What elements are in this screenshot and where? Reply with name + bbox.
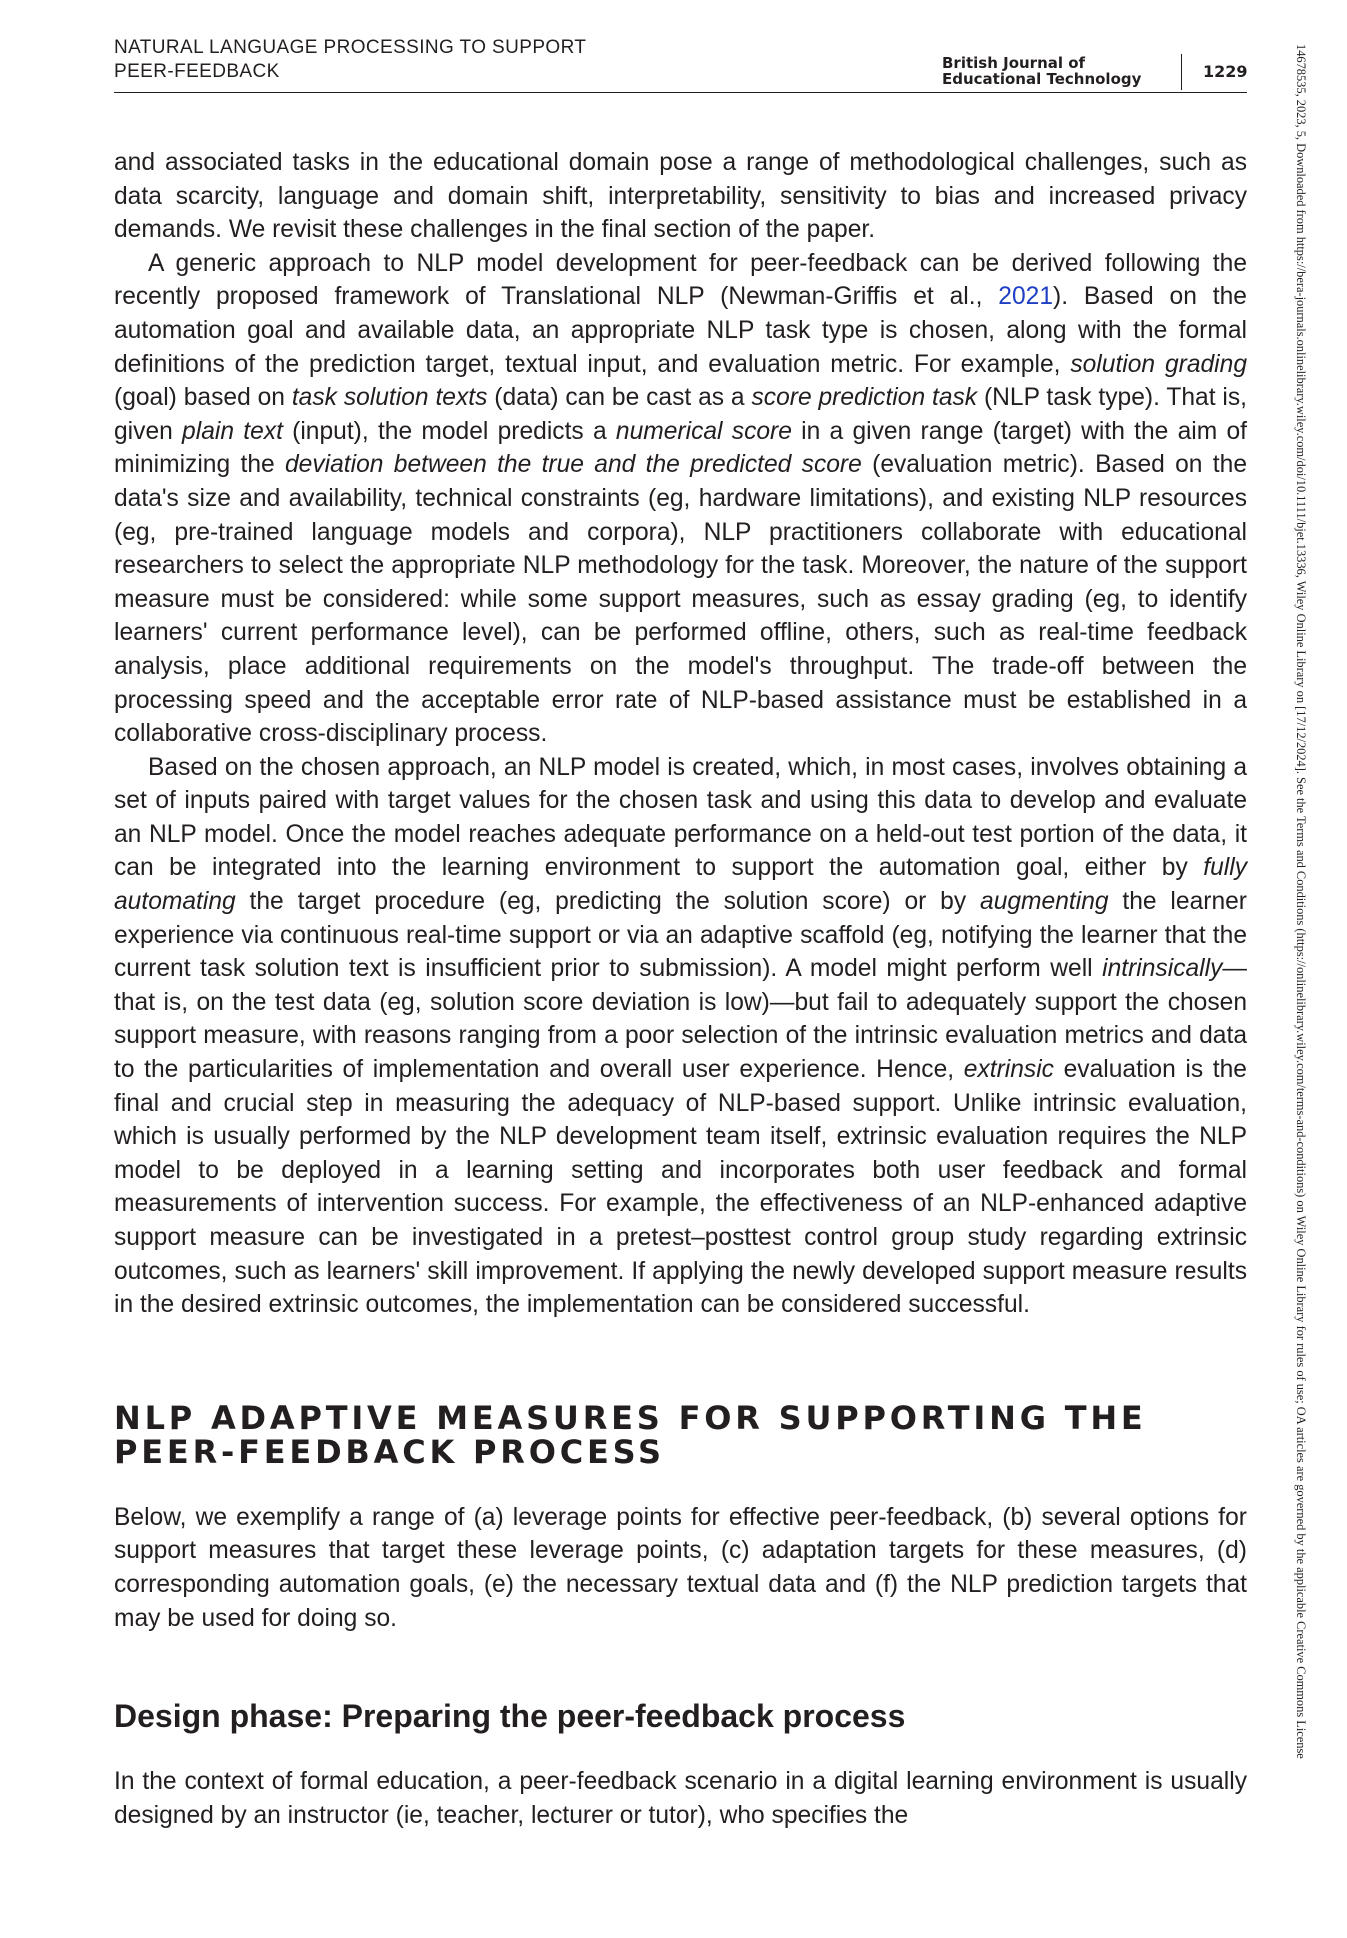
paragraph-3: Based on the chosen approach, an NLP model is created, which, in most cases, involves obtaining a set of inputs paired with target values for the chosen task and using this data to develop and evaluate an NLP model. Once the model reaches adequate performance on a held-out test portion of the data, it can be integrated into the learning environment to support the automation goal, either by fully automating the target procedure (eg, predicting the solution score) or by augmenting the learner experience via continuous real-time support or via an adaptive scaffold (eg, notifying the learner that the current task solution text is insufficient prior to submission). A model might perform well intrinsically—that is, on the test data (eg, solution score deviation is low)—but fail to adequately support the chosen support measure, with reasons ranging from a poor selection of the intrinsic evaluation metrics and data to the particularities of implementation and overall user experience. Hence, extrinsic evaluation is the final and crucial step in measuring the adequacy of NLP-based support. Unlike intrinsic evaluation, which is usually performed by the NLP development team itself, extrinsic evaluation requires the NLP model to be deployed in a learning setting and incorporates both user feedback and formal measurements of intervention success. For example, the effectiveness of an NLP-enhanced adaptive support measure can be investigated in a pretest–posttest control group study regarding extrinsic outcomes, such as learners' skill improvement. If applying the newly developed support measure results in the desired extrinsic outcomes, the implementation can be considered successful. [114,753,1247,1319]
section-heading [114,1398,1247,1471]
paragraph-5: In the context of formal education, a peer-feedback scenario in a digital learning environment is usually designed by an instructor (ie, teacher, lecturer or tutor), who specifies the [114,1768,1247,1829]
emphasis: intrinsically [1102,955,1223,983]
emphasis: solution grading [1070,350,1247,378]
section-heading-line-1: NLP ADAPTIVE MEASURES FOR SUPPORTING THE [114,1398,1147,1437]
emphasis: plain text [182,417,283,445]
emphasis: augmenting [980,888,1109,916]
section-heading-line-2: PEER-FEEDBACK PROCESS [114,1432,665,1471]
paragraph-2: A generic approach to NLP model development for peer-feedback can be derived following the recently proposed framework of Translational NLP (Newman-Griffis et al., 2021). Based on the automation goal and available data, an appropriate NLP task type is chosen, along with the formal definitions of the prediction target, textual input, and evaluation metric. For example, solution grading (goal) based on task solution texts (data) can be cast as a score prediction task (NLP task type). That is, given plain text (input), the model predicts a numerical score in a given range (target) with the aim of minimizing the deviation between the true and the predicted score (evaluation metric). Based on the data's size and availability, technical constraints (eg, hardware limitations), and existing NLP resources (eg, pre-trained language models and corpora), NLP practitioners collaborate with educational researchers to select the appropriate NLP methodology for the task. Moreover, the nature of the support measure must be considered: while some support measures, such as essay grading (eg, to identify learners' current performance level), can be performed offline, others, such as real-time feedback analysis, place additional requirements on the model's throughput. The trade-off between the processing speed and the acceptable error rate of NLP-based assistance must be established in a collaborative cross-disciplinary process. [114,249,1248,748]
journal-name [942,55,1172,87]
emphasis: numerical score [615,417,792,445]
header-rule [114,92,1247,93]
page-number: 1229 [1203,62,1248,81]
emphasis: deviation between the true and the predicted score [285,451,862,479]
journal-name-line-2: Educational Technology [942,70,1142,88]
running-title-line-2: PEER-FEEDBACK [114,61,280,82]
emphasis: extrinsic [963,1056,1054,1084]
emphasis: fully automating [114,854,1247,916]
citation-link[interactable]: 2021 [998,283,1054,311]
article-body [114,146,1247,1832]
emphasis: task solution texts [291,384,488,412]
emphasis: score prediction task [751,384,978,412]
subsection-heading: Design phase: Preparing the peer-feedback process [114,1698,906,1735]
running-title [114,36,734,84]
download-notice: 14678535, 2023, 5, Downloaded from https://bera-journals.onlinelibrary.wiley.com/doi/10.1111/bjet.13336, Wiley Online Library on [17/12/2024]. See the Terms and Conditions (https://onlinelibrary.wiley.com/terms-and-conditions) on Wiley Online Library for rules of use; OA articles are governed by the applicable Creative Commons License [1294,44,1308,1759]
journal-name-line-1: British Journal of [942,54,1086,72]
running-title-line-1: NATURAL LANGUAGE PROCESSING TO SUPPORT [114,37,587,58]
header-divider [1181,54,1182,90]
paragraph-1: and associated tasks in the educational domain pose a range of methodological challenges, such as data scarcity, language and domain shift, interpretability, sensitivity to bias and increased privacy demands. We revisit these challenges in the final section of the paper. [114,149,1247,244]
paragraph-4: Below, we exemplify a range of (a) leverage points for effective peer-feedback, (b) several options for support measures that target these leverage points, (c) adaptation targets for these measures, (d) corresponding automation goals, (e) the necessary textual data and (f) the NLP prediction targets that may be used for doing so. [114,1503,1247,1632]
